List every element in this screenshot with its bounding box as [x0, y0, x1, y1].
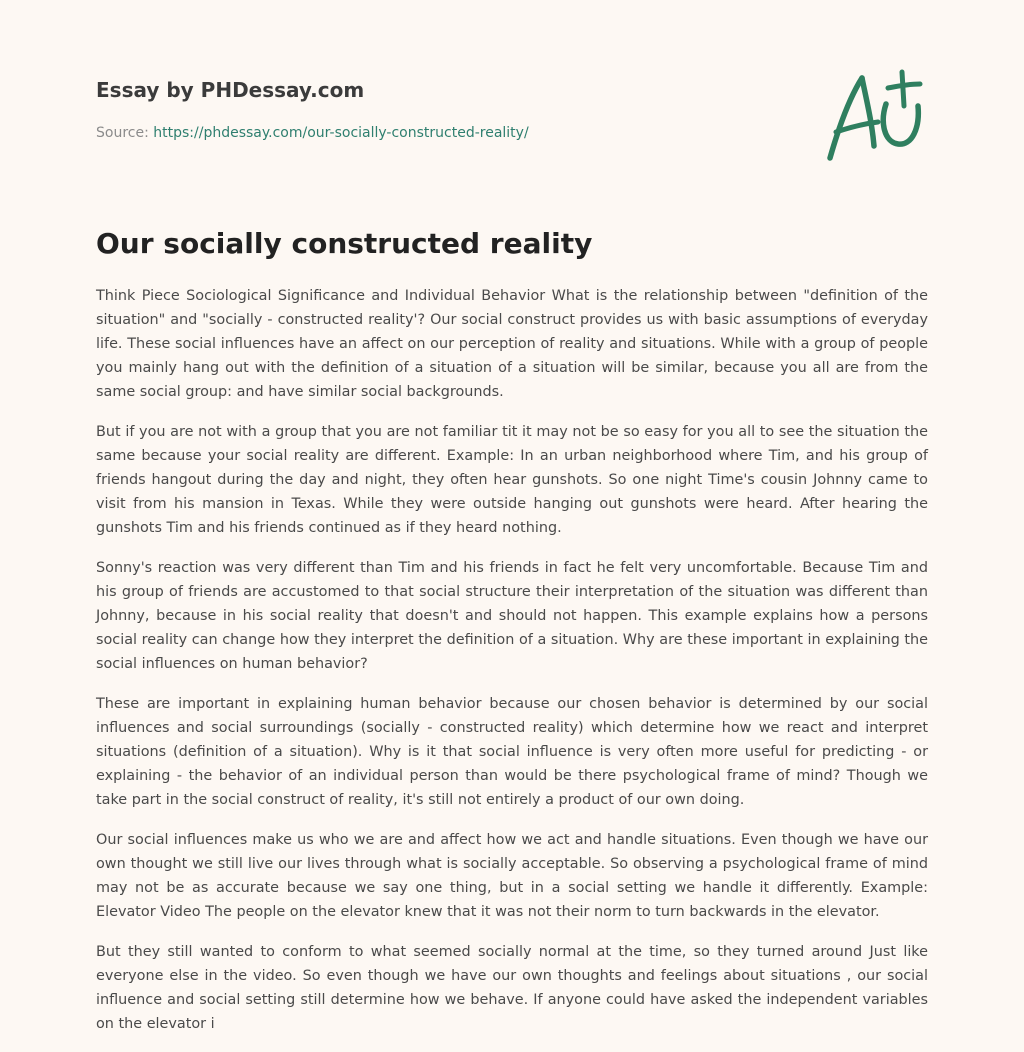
essay-paragraph: Our social influences make us who we are and affect how we act and handle situations. Even though we have our own thought we still live our lives through what is socially acceptable. So observing a psychological frame of mind may not be as accurate because we say one thing, but in a social setting we handle it differently. Example: Elevator Video The people on the elevator knew that it was not their norm to turn backwards in the elevator. — [96, 832, 928, 920]
a-plus-grade-icon — [822, 66, 932, 166]
brand-title: Essay by PHDessay.com — [96, 78, 365, 102]
source-label: Source: — [96, 125, 149, 141]
source-link[interactable]: https://phdessay.com/our-socially-constructed-reality/ — [153, 125, 529, 141]
page-header — [96, 76, 928, 143]
essay-paragraph: Sonny's reaction was very different than Tim and his friends in fact he felt very uncomfortable. Because Tim and his group of friends are accustomed to that social structure their interpretation of the situation was different than Johnny, because in his social reality that doesn't and should not happen. This example explains how a persons social reality can change how they interpret the definition of a situation. Why are these important in explaining the social influences on human behavior? — [96, 560, 928, 672]
source-line — [96, 123, 928, 143]
essay-paragraph: But if you are not with a group that you are not familiar tit it may not be so easy for you all to see the situation the same because your social reality are different. Example: In an urban neighborhood where Tim, and his group of friends hangout during the day and night, they often hear gunshots. So one night Time's cousin Johnny came to visit from his mansion in Texas. While they were outside hanging out gunshots were heard. After hearing the gunshots Tim and his friends continued as if they heard nothing. — [96, 424, 928, 536]
essay-paragraph: But they still wanted to conform to what seemed socially normal at the time, so they turned around Just like everyone else in the video. So even though we have our own thoughts and feelings about situations , our social influence and social setting still determine how we behave. If anyone could have asked the independent variables on the elevator i — [96, 944, 928, 1032]
essay-paragraph: These are important in explaining human behavior because our chosen behavior is determined by our social influences and social surroundings (socially - constructed reality) which determine how we react and interpret situations (definition of a situation). Why is it that social influence is very often more useful for predicting - or explaining - the behavior of an individual person than would be there psychological frame of mind? Though we take part in the social construct of reality, it's still not entirely a product of our own doing. — [96, 696, 928, 808]
essay-paragraph: Think Piece Sociological Significance and Individual Behavior What is the relationship between "definition of the situation" and "socially - constructed reality'? Our social construct provides us with basic assumptions of everyday life. These social influences have an affect on our perception of reality and situations. While with a group of people you mainly hang out with the definition of a situation of a situation will be similar, because you all are from the same social group: and have similar social backgrounds. — [96, 288, 928, 400]
essay-body — [96, 284, 928, 1052]
essay-title: Our socially constructed reality — [96, 227, 593, 260]
